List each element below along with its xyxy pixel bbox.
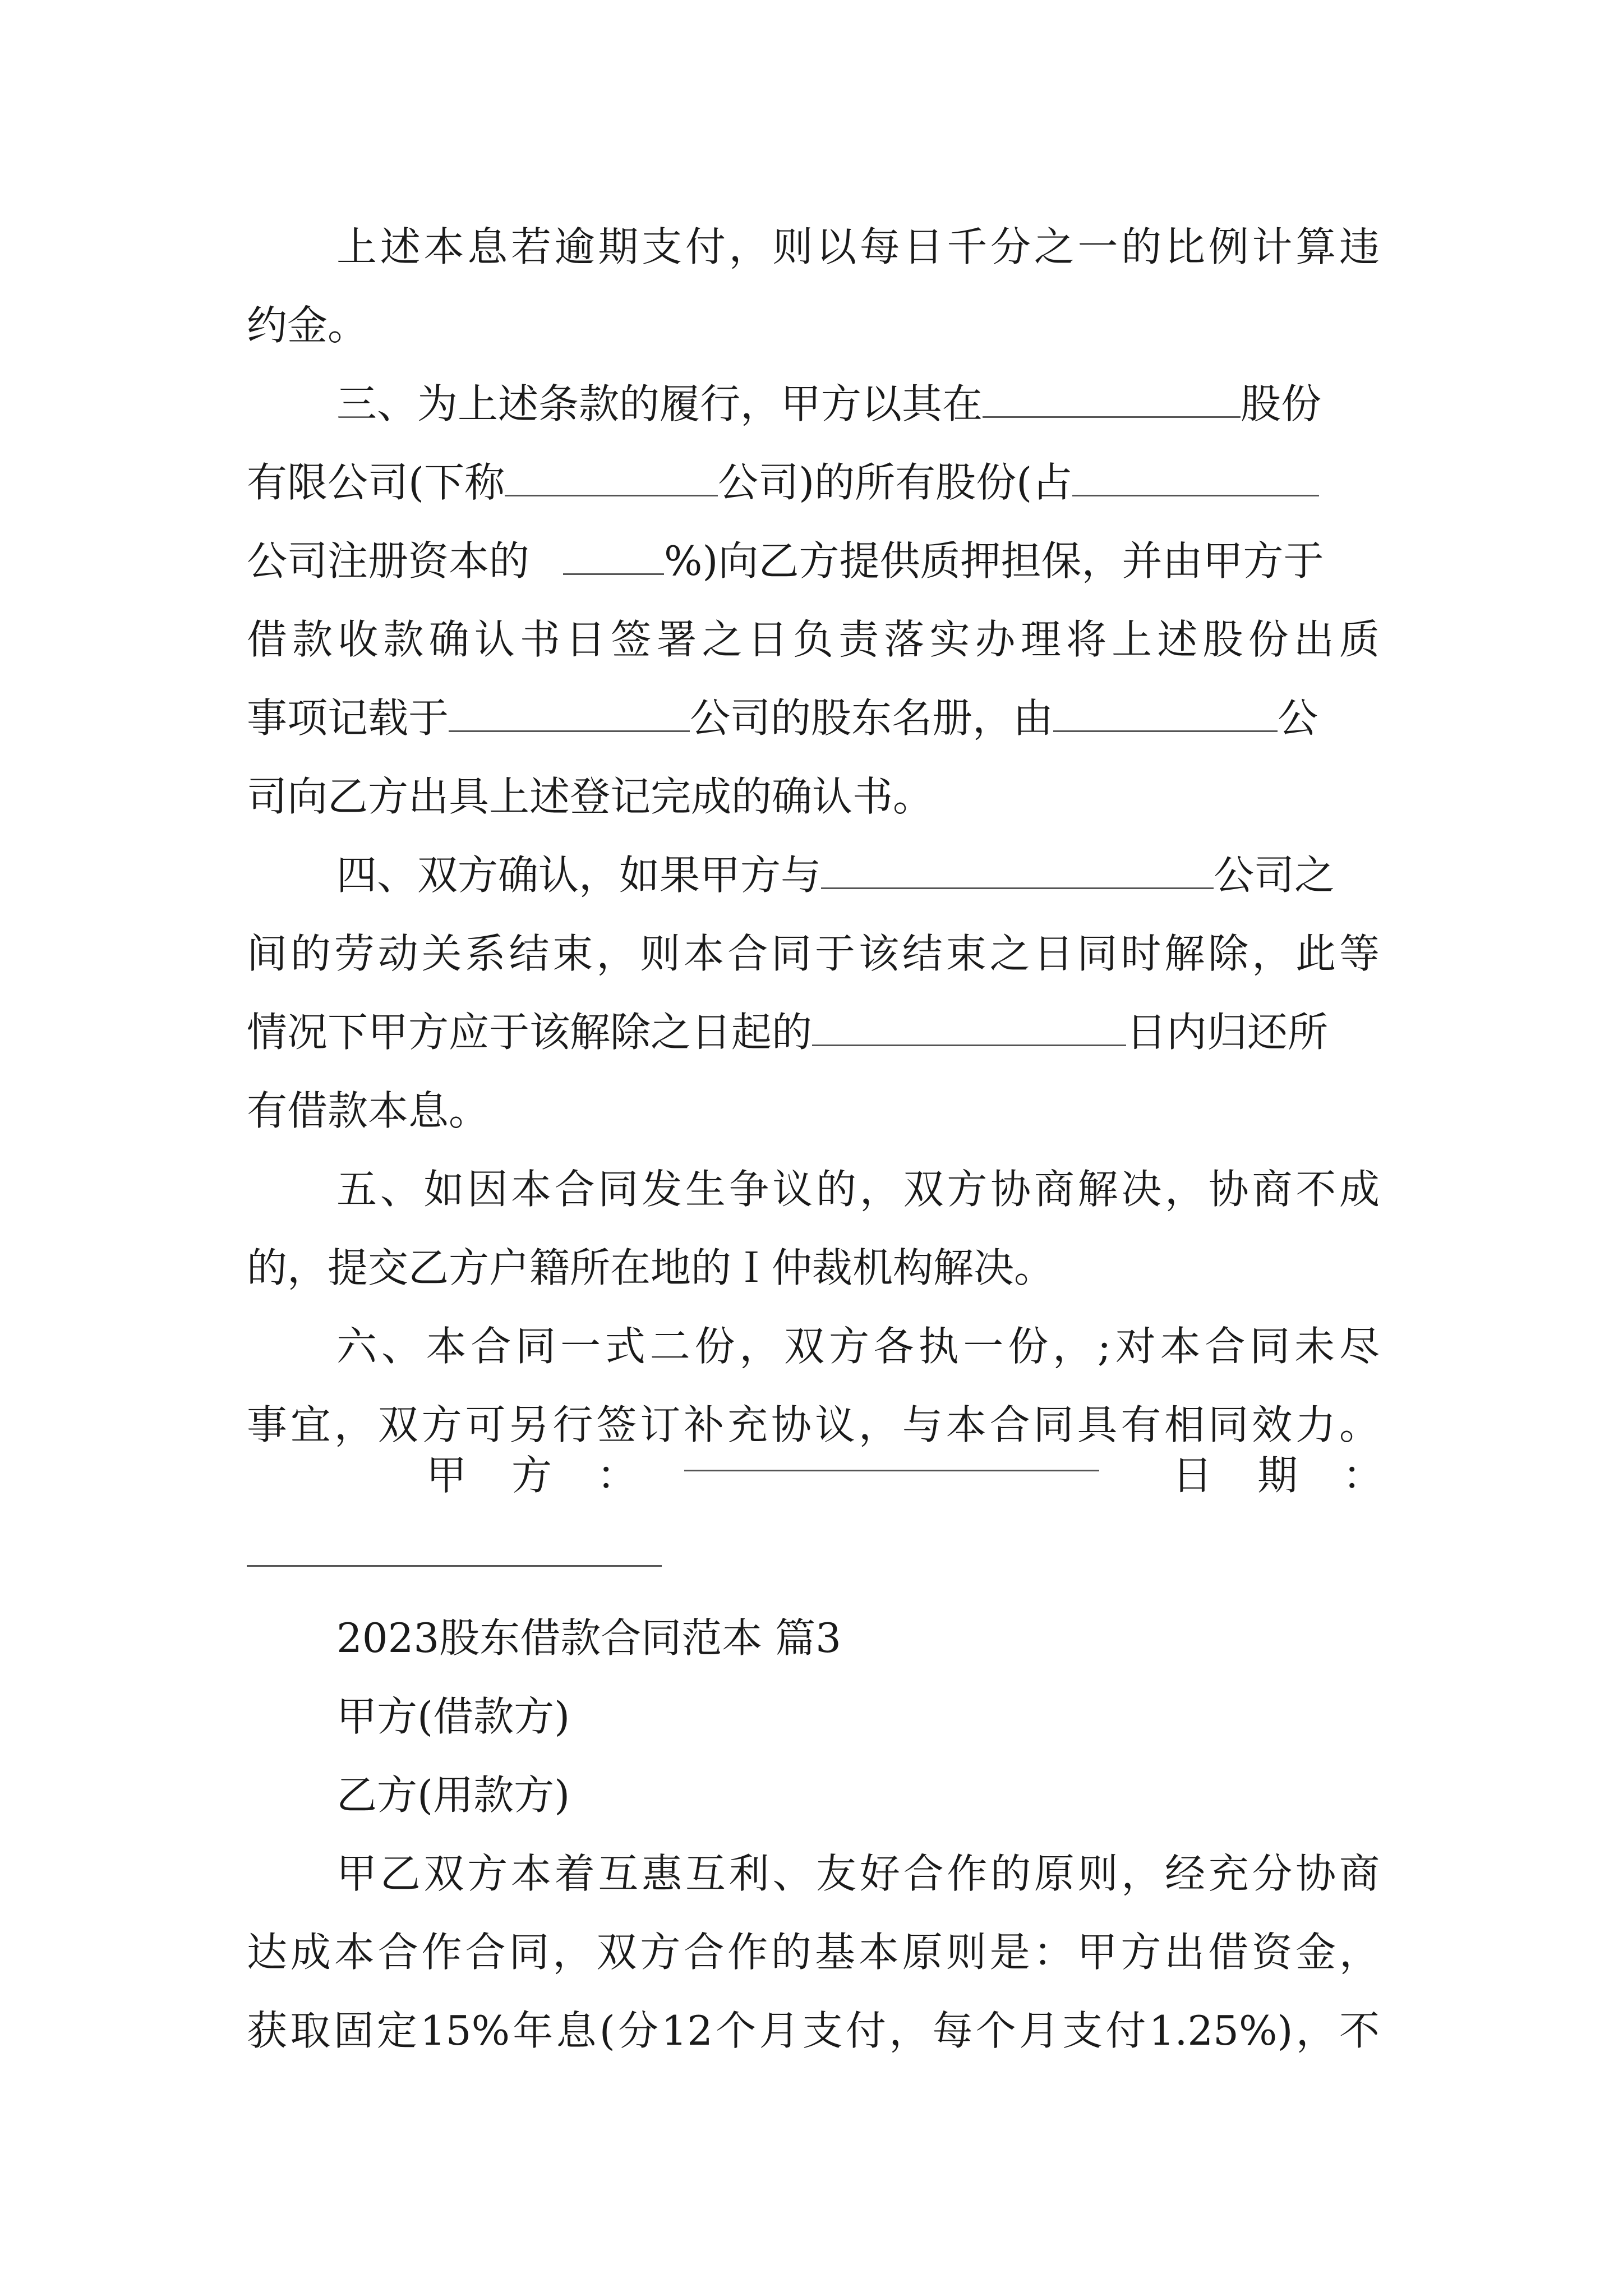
fill-in-blank bbox=[812, 1005, 1126, 1046]
text-run: 情况下甲方应于该解除之日起的 bbox=[247, 1009, 813, 1056]
paragraph-line bbox=[336, 213, 1380, 280]
paragraph-line bbox=[247, 999, 1380, 1066]
text-run: 三、为上述条款的履行，甲方以其在 bbox=[336, 380, 983, 427]
fill-in-blank bbox=[1053, 691, 1278, 732]
paragraph-line bbox=[336, 1313, 1380, 1380]
party-a-heading bbox=[336, 1683, 1380, 1750]
party-a-signature-line bbox=[684, 1470, 1099, 1471]
text-run: 约金。 bbox=[247, 302, 368, 349]
paragraph-line bbox=[247, 1077, 1380, 1144]
fill-in-blank bbox=[563, 534, 664, 575]
text-run: 司向乙方出具上述登记完成的确认书。 bbox=[247, 773, 934, 820]
paragraph-line bbox=[336, 370, 1380, 438]
text-run: 的，提交乙方户籍所在地的Ｉ仲裁机构解决。 bbox=[247, 1244, 1055, 1291]
text-run: 公司之 bbox=[1214, 852, 1335, 899]
text-run: 公司的股东名册，由 bbox=[690, 694, 1054, 742]
paragraph-line bbox=[247, 292, 1380, 359]
paragraph-line bbox=[247, 527, 1380, 595]
text-run: 甲方(借款方) bbox=[336, 1693, 570, 1740]
text-run: 事项记载于 bbox=[247, 694, 449, 742]
text-run: 2023股东借款合同范本 篇3 bbox=[336, 1614, 841, 1662]
text-run: 公司)的所有股份(占 bbox=[718, 459, 1073, 506]
fill-in-blank bbox=[983, 377, 1241, 418]
paragraph-line bbox=[247, 1997, 1380, 2064]
text-run: 借款收款确认书日签署之日负责落实办理将上述股份出质 bbox=[247, 616, 1380, 663]
party-b-heading bbox=[336, 1761, 1380, 1829]
date-label: 日期： bbox=[1172, 1452, 1428, 1499]
text-run: 事宜，双方可另行签订补充协议，与本合同具有相同效力。 bbox=[247, 1401, 1380, 1448]
text-run: 公司注册资本的 bbox=[247, 537, 530, 585]
fill-in-blank bbox=[1072, 455, 1319, 496]
paragraph-line bbox=[247, 1918, 1380, 1986]
paragraph-line bbox=[247, 763, 1380, 830]
paragraph-line bbox=[247, 606, 1380, 673]
text-run: 有限公司(下称 bbox=[247, 459, 505, 506]
paragraph-line bbox=[247, 920, 1380, 987]
text-run: 五、如因本合同发生争议的，双方协商解决，协商不成 bbox=[336, 1166, 1380, 1213]
text-run: 四、双方确认，如果甲方与 bbox=[336, 852, 822, 899]
text-run: 甲乙双方本着互惠互利、友好合作的原则，经充分协商 bbox=[336, 1850, 1380, 1897]
paragraph-line bbox=[247, 684, 1380, 752]
party-a-label: 甲方： bbox=[426, 1452, 683, 1499]
text-run: 有借款本息。 bbox=[247, 1087, 490, 1134]
text-run: 乙方(用款方) bbox=[336, 1772, 570, 1819]
text-run: 股份 bbox=[1241, 380, 1322, 427]
paragraph-line bbox=[247, 449, 1380, 516]
text-run: 六、本合同一式二份，双方各执一份，;对本合同未尽 bbox=[336, 1323, 1380, 1370]
text-run: 达成本合作合同，双方合作的基本原则是：甲方出借资金， bbox=[247, 1929, 1380, 1976]
text-run: 获取固定15%年息(分12个月支付，每个月支付1.25%)，不 bbox=[247, 2007, 1380, 2054]
section-heading bbox=[336, 1604, 1380, 1672]
text-run: 日内归还所 bbox=[1126, 1009, 1329, 1056]
date-signature-line bbox=[247, 1565, 662, 1567]
text-run: 上述本息若逾期支付，则以每日千分之一的比例计算违 bbox=[336, 223, 1380, 270]
paragraph-line bbox=[247, 1234, 1380, 1301]
fill-in-blank bbox=[449, 691, 690, 732]
paragraph-line bbox=[336, 1156, 1380, 1223]
paragraph-line bbox=[336, 1840, 1380, 1907]
fill-in-blank bbox=[821, 848, 1214, 889]
text-run: %)向乙方提供质押担保，并由甲方于 bbox=[664, 537, 1324, 585]
text-run: 间的劳动关系结束，则本合同于该结束之日同时解除，此等 bbox=[247, 930, 1380, 977]
fill-in-blank bbox=[505, 455, 718, 496]
paragraph-line bbox=[336, 841, 1380, 909]
text-run: 公 bbox=[1278, 694, 1318, 742]
